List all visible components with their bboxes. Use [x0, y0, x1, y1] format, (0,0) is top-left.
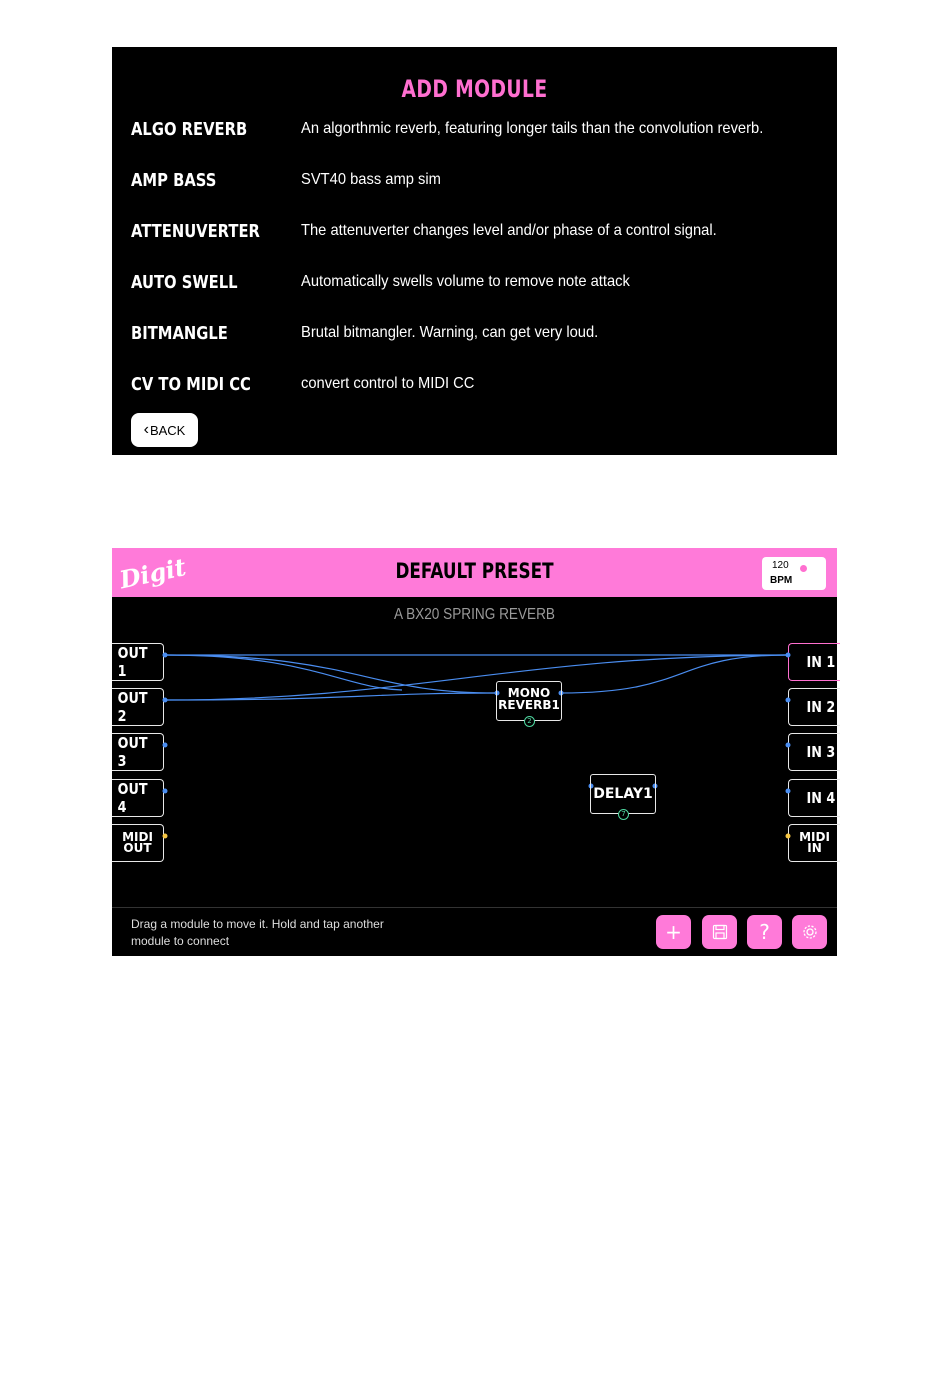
cable — [165, 693, 497, 700]
port-label: OUT 3 — [117, 734, 148, 770]
module-list-item[interactable] — [112, 374, 837, 404]
cable — [165, 655, 788, 700]
bpm-display[interactable] — [762, 557, 826, 590]
port-label: MIDI — [122, 830, 153, 844]
plus-icon: + — [665, 920, 682, 944]
cable — [165, 655, 497, 693]
output-port-1[interactable] — [112, 643, 164, 681]
cable — [165, 655, 402, 690]
module-description: SVT40 bass amp sim — [301, 171, 441, 188]
input-port-2[interactable] — [788, 688, 840, 726]
input-port-1[interactable] — [788, 643, 840, 681]
module-badge: 7 — [618, 809, 629, 820]
module-label: MONO — [507, 686, 551, 700]
add-module-title: ADD MODULE — [401, 75, 548, 103]
module-badge: 2 — [524, 716, 535, 727]
module-list-item[interactable] — [112, 272, 837, 302]
logo-text: Digit — [117, 552, 189, 595]
add-module-panel — [112, 47, 837, 455]
preset-subtitle: A BX20 SPRING REVERB — [394, 606, 555, 623]
module-name: AUTO SWELL — [131, 272, 238, 293]
module-description: Brutal bitmangler. Warning, can get very loud. — [301, 324, 599, 341]
module-description: The attenuverter changes level and/or phase of a control signal. — [301, 222, 717, 239]
module-name: BITMANGLE — [131, 323, 228, 344]
port-label: MIDI — [799, 830, 830, 844]
settings-button[interactable] — [792, 915, 827, 949]
header-bar — [112, 548, 837, 597]
preset-editor-panel — [112, 548, 837, 956]
help-button[interactable] — [747, 915, 782, 949]
port-label: OUT 2 — [117, 689, 148, 725]
module-name: AMP BASS — [131, 170, 217, 191]
add-module-button[interactable] — [656, 915, 691, 949]
module-name: ALGO REVERB — [131, 119, 248, 140]
module-node-mono-reverb[interactable] — [496, 681, 562, 725]
bpm-value: 120 — [772, 560, 789, 571]
port-label: OUT 4 — [117, 780, 148, 816]
tempo-indicator-icon — [800, 565, 807, 572]
help-hint: Drag a module to move it. Hold and tap another module to connect — [131, 917, 384, 948]
back-label: BACK — [149, 422, 186, 438]
module-label: REVERB1 — [498, 698, 560, 712]
module-list-item[interactable] — [112, 170, 837, 200]
floppy-disk-icon — [712, 924, 728, 940]
output-port-2[interactable] — [112, 688, 164, 726]
module-name: ATTENUVERTER — [131, 221, 260, 242]
back-button[interactable] — [131, 413, 198, 447]
digit-logo[interactable] — [117, 552, 189, 595]
output-port-4[interactable] — [112, 779, 164, 817]
module-list-item[interactable] — [112, 221, 837, 251]
input-port-4[interactable] — [788, 779, 840, 817]
save-button[interactable] — [702, 915, 737, 949]
port-label: IN 4 — [806, 789, 836, 807]
port-label: IN 3 — [806, 743, 836, 761]
cable — [561, 655, 788, 693]
port-label: OUT — [123, 841, 152, 855]
module-description: convert control to MIDI CC — [301, 375, 475, 392]
port-label: IN 2 — [806, 698, 836, 716]
chevron-left-icon: ‹ — [143, 421, 149, 438]
module-description: An algorthmic reverb, featuring longer tails than the convolution reverb. — [301, 120, 764, 137]
preset-title[interactable]: DEFAULT PRESET — [395, 559, 554, 583]
question-icon: ? — [759, 920, 770, 944]
input-port-3[interactable] — [788, 733, 840, 771]
footer-divider — [112, 907, 837, 908]
module-node-delay[interactable] — [590, 774, 656, 818]
midi-out-port[interactable] — [112, 824, 164, 862]
module-label: DELAY1 — [593, 786, 653, 802]
module-list-item[interactable] — [112, 323, 837, 353]
port-label: OUT 1 — [117, 644, 148, 680]
port-label: IN 1 — [806, 653, 836, 671]
output-port-3[interactable] — [112, 733, 164, 771]
port-label: IN — [807, 841, 822, 855]
module-name: CV TO MIDI CC — [131, 374, 251, 395]
midi-in-port[interactable] — [788, 824, 840, 862]
bpm-label: BPM — [770, 575, 793, 586]
module-list-item[interactable] — [112, 119, 837, 149]
gear-icon — [801, 923, 819, 941]
module-description: Automatically swells volume to remove note attack — [301, 273, 630, 290]
